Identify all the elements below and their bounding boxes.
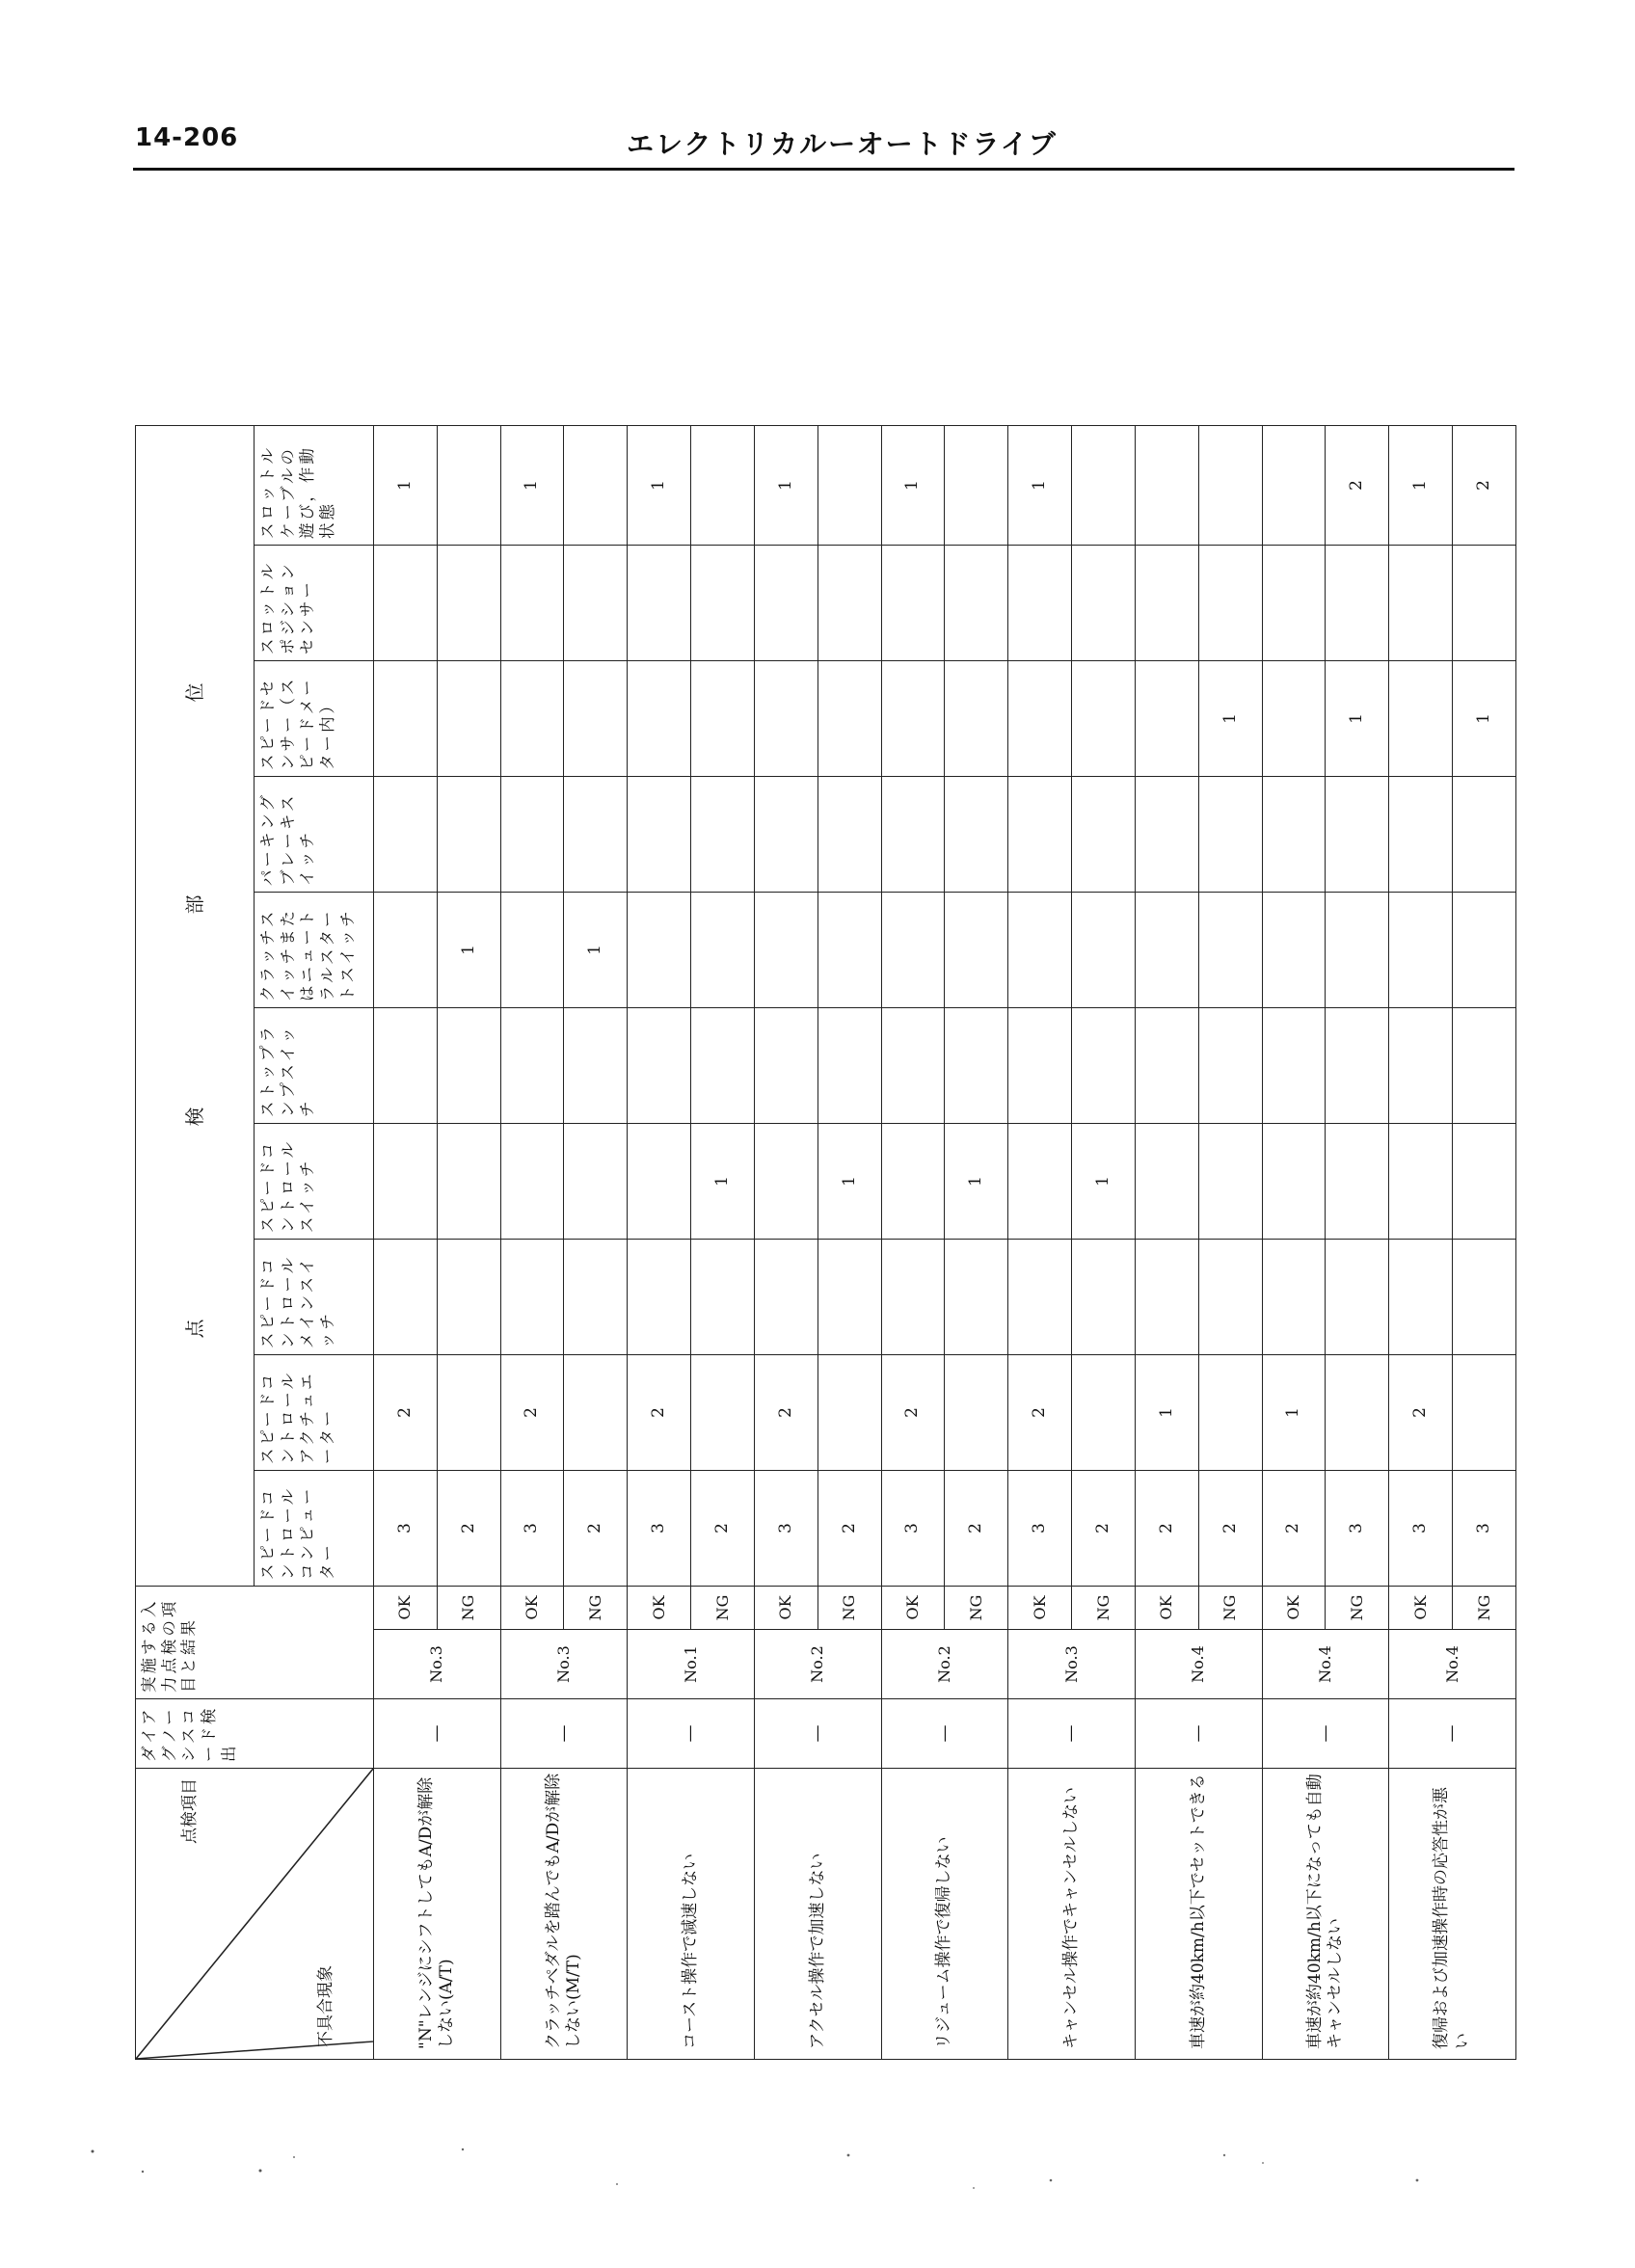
priority-cell <box>374 1124 438 1240</box>
priority-cell: 2 <box>1262 1471 1326 1587</box>
priority-cell <box>1072 1008 1136 1124</box>
result-ng-cell: NG <box>1326 1587 1389 1630</box>
priority-cell <box>500 893 564 1008</box>
result-ok-cell: OK <box>628 1587 691 1630</box>
priority-cell <box>754 1008 818 1124</box>
priority-cell <box>1389 546 1453 661</box>
priority-cell <box>945 661 1008 777</box>
priority-cell <box>1453 1355 1516 1471</box>
diagnosis-code-cell: — <box>628 1699 755 1769</box>
priority-cell <box>1072 661 1136 777</box>
priority-cell <box>691 546 755 661</box>
priority-cell <box>374 1008 438 1124</box>
priority-cell <box>1326 546 1389 661</box>
symptom-row-ok <box>881 425 945 2059</box>
priority-cell: 3 <box>1389 1471 1453 1587</box>
diagnosis-code-cell: — <box>500 1699 628 1769</box>
check-number-cell: No.2 <box>881 1630 1008 1699</box>
priority-cell: 2 <box>1008 1355 1072 1471</box>
diagnosis-code-cell: — <box>1262 1699 1389 1769</box>
priority-cell: 1 <box>500 425 564 545</box>
priority-cell <box>754 661 818 777</box>
symptom-cell: クラッチペダルを踏んでもA/Dが解除しない(M/T) <box>500 1769 628 2060</box>
priority-cell <box>1198 777 1262 893</box>
priority-cell <box>1453 777 1516 893</box>
symptom-cell: アクセル操作で加速しない <box>754 1769 881 2060</box>
priority-cell <box>374 1240 438 1355</box>
priority-cell: 3 <box>500 1471 564 1587</box>
priority-cell <box>1135 661 1198 777</box>
priority-cell <box>628 1240 691 1355</box>
priority-cell: 1 <box>1008 425 1072 545</box>
priority-cell <box>1262 893 1326 1008</box>
priority-cell: 2 <box>1389 1355 1453 1471</box>
symptom-row-ok <box>1135 425 1198 2059</box>
priority-cell: 1 <box>818 1124 881 1240</box>
priority-cell <box>374 777 438 893</box>
priority-cell: 3 <box>628 1471 691 1587</box>
result-ng-cell: NG <box>1072 1587 1136 1630</box>
group-header-row <box>136 425 255 2059</box>
rotated-table-content <box>135 426 1516 2060</box>
priority-cell: 1 <box>1198 661 1262 777</box>
priority-cell: 2 <box>691 1471 755 1587</box>
check-number-cell: No.4 <box>1262 1630 1389 1699</box>
priority-cell <box>1326 777 1389 893</box>
table-corner-cell <box>136 1769 374 2060</box>
priority-cell <box>754 893 818 1008</box>
priority-cell <box>691 661 755 777</box>
priority-cell <box>437 1240 500 1355</box>
check-number-cell: No.3 <box>374 1630 501 1699</box>
check-number-cell: No.4 <box>1135 1630 1262 1699</box>
priority-cell <box>500 1124 564 1240</box>
check-number-cell: No.1 <box>628 1630 755 1699</box>
priority-cell <box>564 777 628 893</box>
priority-cell <box>1198 1355 1262 1471</box>
priority-cell <box>500 546 564 661</box>
result-ng-cell: NG <box>945 1587 1008 1630</box>
priority-cell: 1 <box>1453 661 1516 777</box>
priority-cell: 2 <box>437 1471 500 1587</box>
group-char-4: 位 <box>182 673 206 703</box>
priority-cell: 2 <box>1453 425 1516 545</box>
priority-cell: 3 <box>1326 1471 1389 1587</box>
priority-cell: 2 <box>564 1471 628 1587</box>
priority-cell: 1 <box>374 425 438 545</box>
priority-cell <box>881 1240 945 1355</box>
priority-cell <box>818 425 881 545</box>
priority-cell <box>374 546 438 661</box>
result-ok-cell: OK <box>1135 1587 1198 1630</box>
priority-cell <box>437 1008 500 1124</box>
priority-cell <box>1135 893 1198 1008</box>
priority-cell <box>945 425 1008 545</box>
priority-cell <box>691 777 755 893</box>
column-header-6: クラッチスイッチまたはニュートラルスタートスイッチ <box>255 893 374 1008</box>
priority-cell: 1 <box>881 425 945 545</box>
diagnosis-code-cell: — <box>1389 1699 1516 1769</box>
corner-symptom-label: 不具合現象 <box>315 1965 335 2047</box>
priority-cell: 1 <box>1262 1355 1326 1471</box>
priority-cell: 1 <box>437 893 500 1008</box>
priority-cell <box>1135 1124 1198 1240</box>
priority-cell <box>1453 893 1516 1008</box>
column-header-9: スロットルポジションセンサー <box>255 546 374 661</box>
priority-cell <box>1262 1008 1326 1124</box>
priority-cell: 2 <box>754 1355 818 1471</box>
group-char-1: 点 <box>182 1309 206 1339</box>
priority-cell: 1 <box>564 893 628 1008</box>
priority-cell <box>1262 1240 1326 1355</box>
priority-cell <box>1198 1124 1262 1240</box>
priority-cell <box>564 546 628 661</box>
priority-cell <box>754 777 818 893</box>
priority-cell: 2 <box>818 1471 881 1587</box>
column-header-7: パーキングブレーキスイッチ <box>255 777 374 893</box>
priority-cell: 3 <box>1453 1471 1516 1587</box>
column-header-1: スピードコントロールコンピューター <box>255 1471 374 1587</box>
priority-cell <box>564 425 628 545</box>
priority-cell <box>1453 546 1516 661</box>
priority-cell <box>818 1240 881 1355</box>
result-ng-cell: NG <box>1198 1587 1262 1630</box>
column-header-2: スピードコントロールアクチュエーター <box>255 1355 374 1471</box>
priority-cell <box>564 1240 628 1355</box>
priority-cell <box>1198 1240 1262 1355</box>
priority-cell <box>1389 1240 1453 1355</box>
priority-cell <box>1453 1008 1516 1124</box>
symptom-row-ok <box>1008 425 1072 2059</box>
priority-cell <box>818 777 881 893</box>
result-ok-cell: OK <box>1262 1587 1326 1630</box>
priority-cell: 1 <box>945 1124 1008 1240</box>
result-ng-cell: NG <box>818 1587 881 1630</box>
priority-cell <box>881 893 945 1008</box>
priority-cell <box>628 661 691 777</box>
priority-cell <box>1008 777 1072 893</box>
priority-cell: 1 <box>1389 425 1453 545</box>
check-number-cell: No.2 <box>754 1630 881 1699</box>
priority-cell <box>945 1240 1008 1355</box>
priority-cell <box>945 777 1008 893</box>
diagnosis-code-cell: — <box>754 1699 881 1769</box>
priority-cell <box>754 1240 818 1355</box>
priority-cell <box>437 1355 500 1471</box>
priority-cell <box>1326 1124 1389 1240</box>
header-rule <box>133 168 1514 171</box>
result-ok-cell: OK <box>1008 1587 1072 1630</box>
symptom-cell: 車速が約40km/h以下でセットできる <box>1135 1769 1262 2060</box>
result-ng-cell: NG <box>564 1587 628 1630</box>
priority-cell <box>564 1008 628 1124</box>
priority-cell <box>1072 777 1136 893</box>
priority-cell: 1 <box>754 425 818 545</box>
column-header-5: ストップランプスイッチ <box>255 1008 374 1124</box>
group-header-check-parts <box>136 425 255 1586</box>
priority-cell <box>691 893 755 1008</box>
priority-cell <box>1389 661 1453 777</box>
priority-cell <box>1453 1240 1516 1355</box>
priority-cell: 3 <box>1008 1471 1072 1587</box>
diagnosis-code-cell: — <box>1135 1699 1262 1769</box>
header-diagnosis-code: ダイアグノーシスコード検出 <box>136 1699 374 1769</box>
priority-cell: 3 <box>374 1471 438 1587</box>
priority-cell <box>1135 425 1198 545</box>
symptom-cell: キャンセル操作でキャンセルしない <box>1008 1769 1136 2060</box>
priority-cell <box>1389 1008 1453 1124</box>
priority-cell: 2 <box>374 1355 438 1471</box>
priority-cell <box>818 893 881 1008</box>
priority-cell: 1 <box>1135 1355 1198 1471</box>
priority-cell <box>500 777 564 893</box>
priority-cell <box>1198 893 1262 1008</box>
diagnosis-code-cell: — <box>374 1699 501 1769</box>
priority-cell: 2 <box>1326 425 1389 545</box>
priority-cell <box>374 661 438 777</box>
header-input-check: 実施する入力点検の項目と結果 <box>136 1587 374 1699</box>
priority-cell <box>628 777 691 893</box>
priority-cell <box>437 777 500 893</box>
column-header-3: スピードコントロールメインスイッチ <box>255 1240 374 1355</box>
priority-cell: 2 <box>500 1355 564 1471</box>
priority-cell <box>1072 546 1136 661</box>
priority-cell <box>691 1008 755 1124</box>
symptom-row-ok <box>628 425 691 2059</box>
priority-cell <box>564 1355 628 1471</box>
priority-cell <box>818 546 881 661</box>
priority-cell <box>437 661 500 777</box>
priority-cell: 1 <box>1326 661 1389 777</box>
priority-cell <box>881 1124 945 1240</box>
priority-cell <box>1135 777 1198 893</box>
priority-cell <box>1453 1124 1516 1240</box>
result-ok-cell: OK <box>374 1587 438 1630</box>
priority-cell: 2 <box>628 1355 691 1471</box>
priority-cell <box>1008 1124 1072 1240</box>
priority-cell <box>1135 546 1198 661</box>
check-number-cell: No.3 <box>500 1630 628 1699</box>
priority-cell <box>1389 1124 1453 1240</box>
symptom-row-ok <box>374 425 438 2059</box>
symptom-cell: コースト操作で減速しない <box>628 1769 755 2060</box>
priority-cell <box>1198 425 1262 545</box>
priority-cell <box>691 1355 755 1471</box>
priority-cell <box>1008 893 1072 1008</box>
priority-cell <box>628 1124 691 1240</box>
corner-diagonal-lines <box>136 1769 373 2059</box>
group-char-3: 部 <box>182 885 206 915</box>
priority-cell <box>437 1124 500 1240</box>
priority-cell <box>1262 1124 1326 1240</box>
priority-cell <box>1072 893 1136 1008</box>
priority-cell <box>628 1008 691 1124</box>
symptom-row-ok <box>1389 425 1453 2059</box>
priority-cell <box>564 661 628 777</box>
group-char-2: 検 <box>182 1097 206 1127</box>
column-header-10: スロットルケーブルの遊び，作動状態 <box>255 425 374 545</box>
priority-cell <box>1008 661 1072 777</box>
priority-cell <box>1326 1008 1389 1124</box>
priority-cell <box>818 1355 881 1471</box>
symptom-cell: 復帰および加速操作時の応答性が悪い <box>1389 1769 1516 2060</box>
priority-cell <box>1389 777 1453 893</box>
result-ng-cell: NG <box>437 1587 500 1630</box>
priority-cell <box>1008 546 1072 661</box>
priority-cell: 2 <box>881 1355 945 1471</box>
priority-cell <box>691 1240 755 1355</box>
result-ok-cell: OK <box>500 1587 564 1630</box>
priority-cell <box>1262 661 1326 777</box>
check-number-cell: No.3 <box>1008 1630 1136 1699</box>
priority-cell <box>628 546 691 661</box>
priority-cell <box>945 546 1008 661</box>
priority-cell <box>628 893 691 1008</box>
priority-cell <box>564 1124 628 1240</box>
priority-cell: 3 <box>881 1471 945 1587</box>
priority-cell <box>500 1008 564 1124</box>
priority-cell <box>1326 1240 1389 1355</box>
column-header-8: スピードセンサー（スピードメーター内） <box>255 661 374 777</box>
priority-cell: 1 <box>628 425 691 545</box>
priority-cell <box>1135 1008 1198 1124</box>
symptom-row-ok <box>1262 425 1326 2059</box>
priority-cell: 2 <box>1198 1471 1262 1587</box>
result-ng-cell: NG <box>1453 1587 1516 1630</box>
priority-cell: 3 <box>754 1471 818 1587</box>
inspection-matrix-table <box>135 425 1516 2060</box>
result-ok-cell: OK <box>754 1587 818 1630</box>
diagnosis-code-cell: — <box>1008 1699 1136 1769</box>
column-header-4: スピードコントロールスイッチ <box>255 1124 374 1240</box>
priority-cell <box>1326 893 1389 1008</box>
corner-check-item-label: 点検項目 <box>180 1778 200 1844</box>
page-number: 14-206 <box>135 123 239 152</box>
symptom-cell: 車速が約40km/h以下になっても自動キャンセルしない <box>1262 1769 1389 2060</box>
priority-cell <box>754 1124 818 1240</box>
priority-cell <box>754 546 818 661</box>
priority-cell <box>1262 777 1326 893</box>
priority-cell <box>1072 1355 1136 1471</box>
priority-cell <box>1008 1240 1072 1355</box>
priority-cell: 1 <box>691 1124 755 1240</box>
priority-cell <box>500 661 564 777</box>
symptom-cell: リジューム操作で復帰しない <box>881 1769 1008 2060</box>
priority-cell <box>1326 1355 1389 1471</box>
priority-cell <box>1072 425 1136 545</box>
priority-cell <box>1262 546 1326 661</box>
check-number-cell: No.4 <box>1389 1630 1516 1699</box>
priority-cell <box>945 893 1008 1008</box>
priority-cell <box>1389 893 1453 1008</box>
chapter-title: エレクトリカルーオートドライブ <box>627 128 1058 160</box>
priority-cell: 2 <box>1072 1471 1136 1587</box>
priority-cell <box>1072 1240 1136 1355</box>
matrix-body <box>374 425 1516 2059</box>
priority-cell <box>881 1008 945 1124</box>
priority-cell: 1 <box>1072 1124 1136 1240</box>
symptom-row-ok <box>754 425 818 2059</box>
priority-cell <box>881 661 945 777</box>
priority-cell <box>1198 546 1262 661</box>
symptom-cell: "N"レンジにシフトしてもA/Dが解除しない(A/T) <box>374 1769 501 2060</box>
priority-cell <box>1135 1240 1198 1355</box>
symptom-row-ok <box>500 425 564 2059</box>
priority-cell <box>945 1008 1008 1124</box>
priority-cell <box>374 893 438 1008</box>
result-ok-cell: OK <box>1389 1587 1453 1630</box>
priority-cell <box>881 546 945 661</box>
priority-cell: 2 <box>1135 1471 1198 1587</box>
priority-cell <box>437 425 500 545</box>
rotated-table-frame <box>135 426 1516 2060</box>
priority-cell <box>437 546 500 661</box>
diagnosis-code-cell: — <box>881 1699 1008 1769</box>
priority-cell <box>500 1240 564 1355</box>
priority-cell: 2 <box>945 1471 1008 1587</box>
result-ok-cell: OK <box>881 1587 945 1630</box>
priority-cell <box>945 1355 1008 1471</box>
priority-cell <box>1262 425 1326 545</box>
priority-cell <box>881 777 945 893</box>
priority-cell <box>818 661 881 777</box>
result-ng-cell: NG <box>691 1587 755 1630</box>
priority-cell <box>818 1008 881 1124</box>
priority-cell <box>691 425 755 545</box>
priority-cell <box>1198 1008 1262 1124</box>
priority-cell <box>1008 1008 1072 1124</box>
